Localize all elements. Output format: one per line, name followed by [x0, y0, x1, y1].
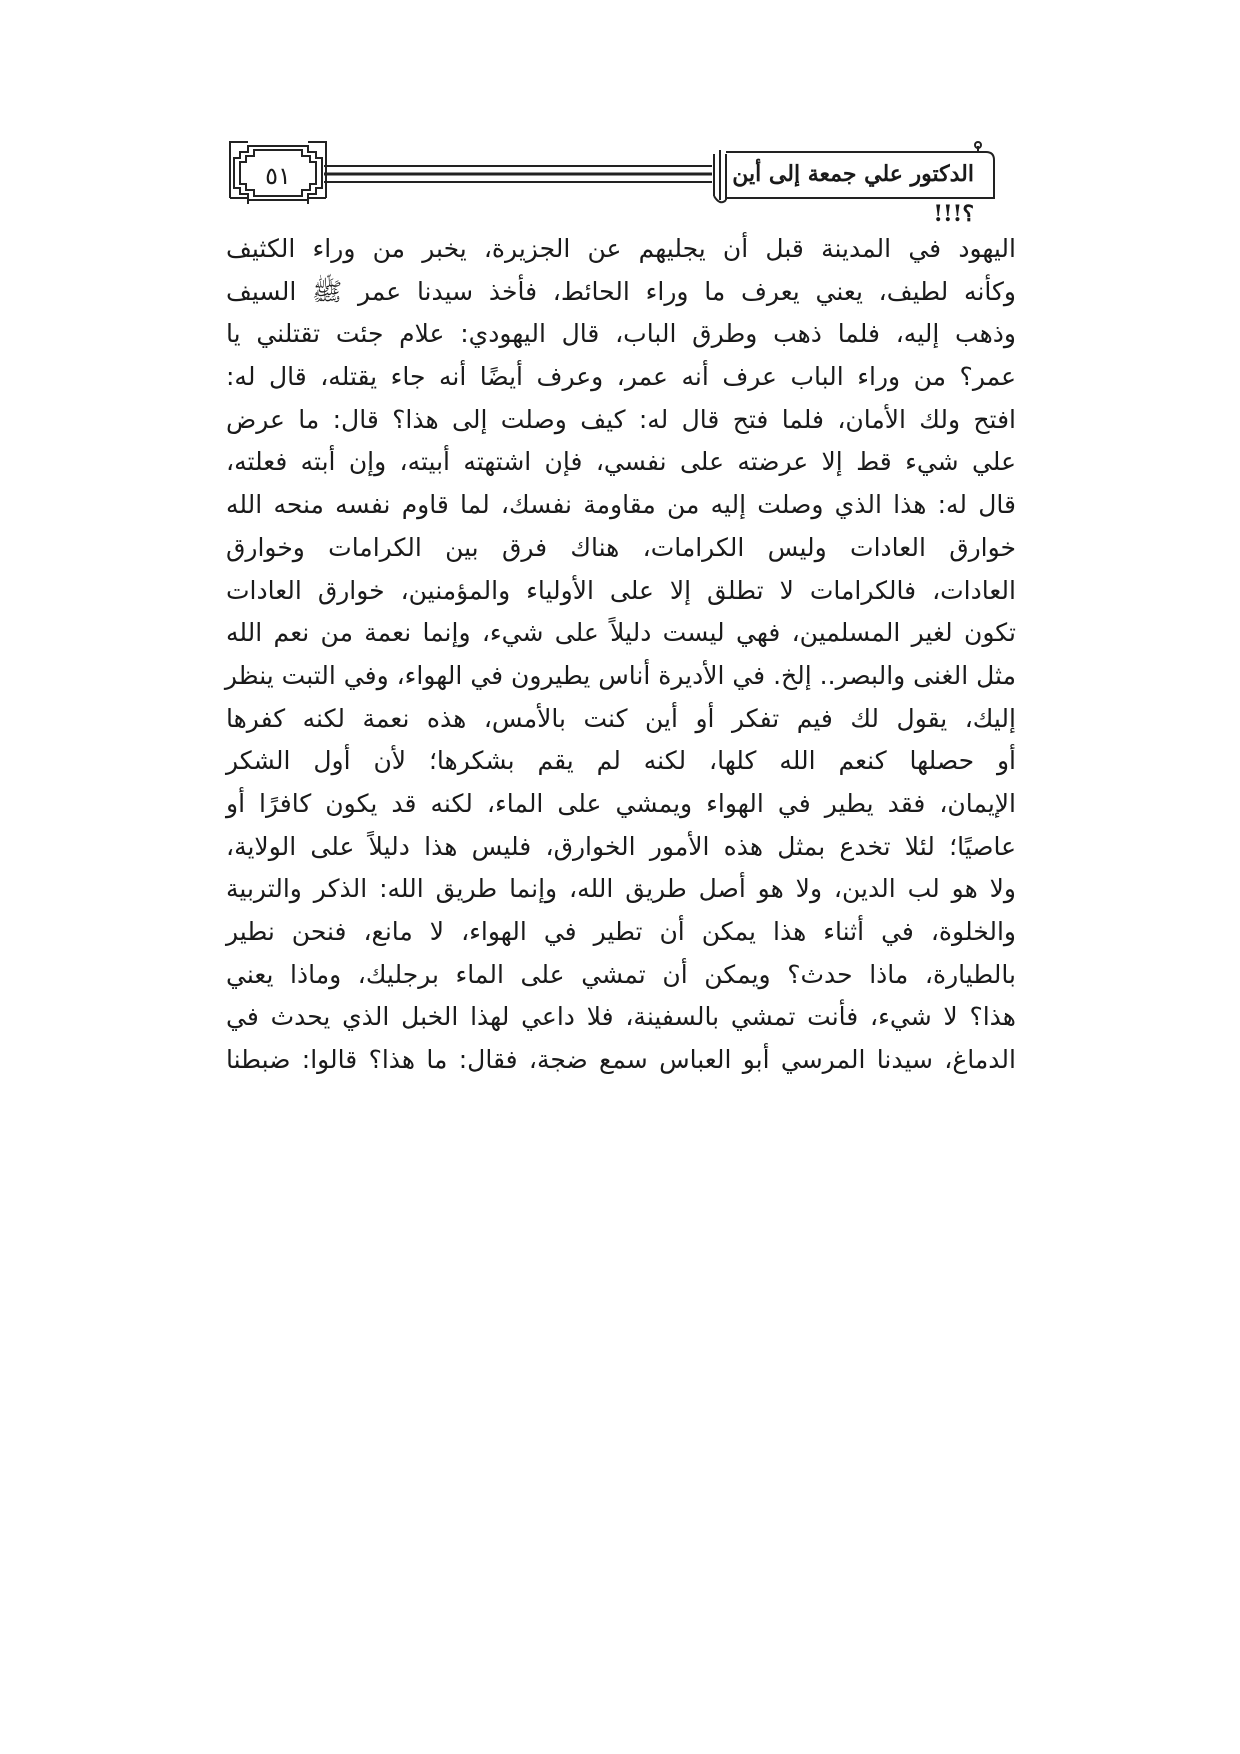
text-line: عاصيًا؛ لئلا تخدع بمثل هذه الأمور الخوارق، فليس هذا دليلاً على الولاية،	[226, 831, 1016, 861]
text-line: علي شيء قط إلا عرضته على نفسي، فإن اشتهته أبيته، وإن أبته فعلته،	[226, 447, 1016, 477]
text-line: العادات، فالكرامات لا تطلق إلا على الأولياء والمؤمنين، خوارق العادات	[226, 575, 1016, 605]
text-line: عمر؟ من وراء الباب عرف أنه عمر، وعرف أيضًا أنه جاء يقتله، قال له:	[226, 362, 1016, 392]
page-header	[226, 140, 1016, 227]
body-text	[226, 228, 1016, 1082]
text-line: هذا؟ لا شيء، فأنت تمشي بالسفينة، فلا داعي لهذا الخبل الذي يحدث في	[226, 1002, 1016, 1032]
text-line: ولا هو لب الدين، ولا هو أصل طريق الله، وإنما طريق الله: الذكر والتربية	[226, 874, 1016, 904]
text-line: تكون لغير المسلمين، فهي ليست دليلاً على شيء، وإنما نعمة من نعم الله	[226, 618, 1016, 648]
text-line: بالطيارة، ماذا حدث؟ ويمكن أن تمشي على الماء برجليك، وماذا يعني	[226, 959, 1016, 989]
text-line: مثل الغنى والبصر.. إلخ. في الأديرة أناس يطيرون في الهواء، وفي التبت ينظر	[224, 660, 1016, 690]
text-line: والخلوة، في أثناء هذا يمكن أن تطير في الهواء، لا مانع، فنحن نطير	[226, 917, 1016, 946]
text-line: إليك، يقول لك فيم تفكر أو أين كنت بالأمس، هذه نعمة لكنه كفرها	[226, 703, 1016, 733]
text-line: افتح ولك الأمان، فلما فتح قال له: كيف وصلت إلى هذا؟ قال: ما عرض	[226, 404, 1016, 434]
text-line: خوارق العادات وليس الكرامات، هناك فرق بين الكرامات وخوارق	[226, 532, 1016, 562]
text-line: الدماغ، سيدنا المرسي أبو العباس سمع ضجة، فقال: ما هذا؟ قالوا: ضبطنا	[226, 1045, 1016, 1075]
book-title: الدكتور علي جمعة إلى أين ؟!!!	[732, 161, 974, 227]
text-line: الإيمان، فقد يطير في الهواء ويمشي على الماء، لكنه قد يكون كافرًا أو	[226, 788, 1016, 818]
page-number: ٥١	[265, 162, 291, 190]
header-rule	[324, 166, 712, 182]
text-line: قال له: هذا الذي وصلت إليه من مقاومة نفسك، لما قاوم نفسه منحه الله	[226, 490, 1016, 520]
text-line: وكأنه لطيف، يعني يعرف ما وراء الحائط، فأخذ سيدنا عمر ﷺ السيف	[226, 276, 1016, 306]
text-line: أو حصلها كنعم الله كلها، لكنه لم يقم بشكرها؛ لأن أول الشكر	[226, 746, 1016, 776]
text-line: وذهب إليه، فلما ذهب وطرق الباب، قال اليهودي: علام جئت تقتلني يا	[226, 319, 1016, 349]
text-line: اليهود في المدينة قبل أن يجليهم عن الجزيرة، يخبر من وراء الكثيف	[226, 234, 1016, 263]
